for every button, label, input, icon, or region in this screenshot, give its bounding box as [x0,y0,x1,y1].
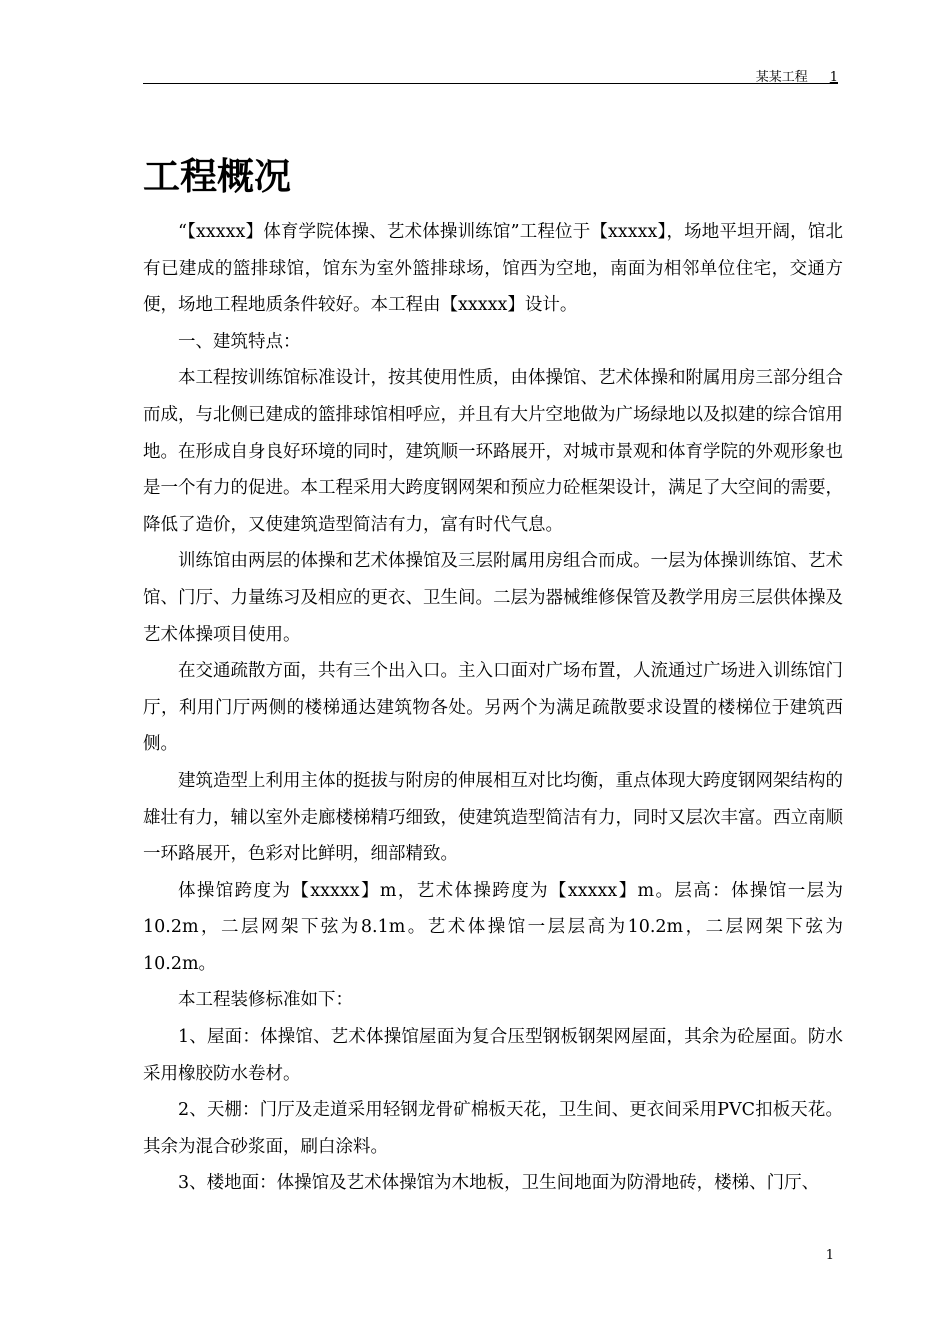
paragraph-overview: “【xxxxx】体育学院体操、艺术体操训练馆”工程位于【xxxxx】，场地平坦开阔，馆北有已建成的篮排球馆，馆东为室外篮排球场，馆西为空地，南面为相邻单位住宅，交通方便，场地工程地质条件较好。本工程由【xxxxx】设计。 [143,222,843,316]
paragraph-composition: 训练馆由两层的体操和艺术体操馆及三层附属用房组合而成。一层为体操训练馆、艺术馆、门厅、力量练习及相应的更衣、卫生间。二层为器械维修保管及教学用房三层供体操及艺术体操项目使用。 [143,551,843,645]
paragraph-form: 建筑造型上利用主体的挺拔与附房的伸展相互对比均衡，重点体现大跨度钢网架结构的雄壮有力，辅以室外走廊楼梯精巧细致，使建筑造型简洁有力，同时又层次丰富。西立南顺一环路展开，色彩对比鲜明，细部精致。 [143,770,843,865]
paragraph-floor: 3、楼地面：体操馆及艺术体操馆为木地板，卫生间地面为防滑地砖，楼梯、门厅、 [178,1173,820,1194]
paragraph-ceiling: 2、天棚：门厅及走道采用轻钢龙骨矿棉板天花，卫生间、更衣间采用PVC扣板天花。其余为混合砂浆面，刷白涂料。 [143,1100,843,1157]
header-title: 某某工程 [755,70,808,85]
paragraph-section-heading: 一、建筑特点： [178,331,301,352]
paragraph-circulation: 在交通疏散方面，共有三个出入口。主入口面对广场布置，人流通过广场进入训练馆门厅，利用门厅两侧的楼梯通达建筑物各处。另两个为满足疏散要求设置的楼梯位于建筑西侧。 [143,661,843,755]
paragraph-roof: 1、屋面：体操馆、艺术体操馆屋面为复合压型钢板钢架网屋面，其余为砼屋面。防水采用橡胶防水卷材。 [143,1027,843,1084]
paragraph-finish-intro: 本工程装修标准如下： [178,990,353,1011]
header-divider [143,83,838,84]
footer-page-number: 1 [825,1248,834,1263]
document-body [143,214,843,1202]
paragraph-design: 本工程按训练馆标准设计，按其使用性质，由体操馆、艺术体操和附属用房三部分组合而成，与北侧已建成的篮排球馆相呼应，并且有大片空地做为广场绿地以及拟建的综合馆用地。在形成自身良好环境的同时，建筑顺一环路展开，对城市景观和体育学院的外观形象也是一个有力的促进。本工程采用大跨度钢网架和预应力砼框架设计，满足了大空间的需要，降低了造价，又使建筑造型简洁有力，富有时代气息。 [143,368,843,535]
document-heading: 工程概况 [143,155,291,198]
paragraph-dimensions: 体操馆跨度为【xxxxx】m，艺术体操跨度为【xxxxx】m。层高：体操馆一层为10.2m，二层网架下弦为8.1m。艺术体操馆一层层高为10.2m，二层网架下弦为10.2m。 [143,880,843,974]
header-page-number: 1 [829,70,838,85]
